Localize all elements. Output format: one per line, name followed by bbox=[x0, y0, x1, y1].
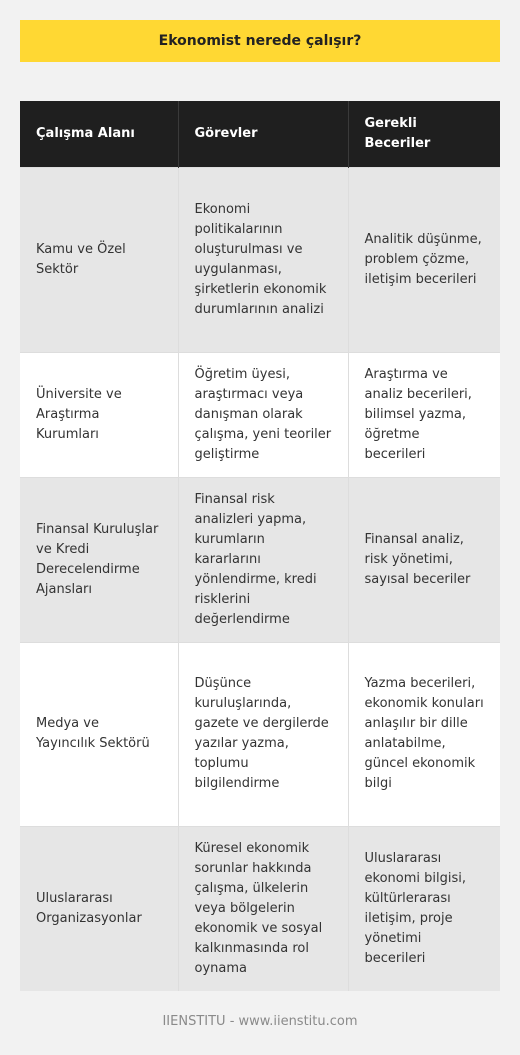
cell-work-area: Finansal Kuruluşlar ve Kredi Derecelendirme Ajansları bbox=[20, 477, 178, 642]
cell-work-area: Kamu ve Özel Sektör bbox=[20, 167, 178, 352]
cell-duties: Finansal risk analizleri yapma, kurumların kararlarını yönlendirme, kredi risklerini değerlendirme bbox=[178, 477, 348, 642]
cell-skills: Araştırma ve analiz becerileri, bilimsel yazma, öğretme becerileri bbox=[348, 352, 500, 477]
footer-credit: IIENSTITU - www.iienstitu.com bbox=[162, 1014, 358, 1029]
header-work-area: Çalışma Alanı bbox=[20, 101, 178, 167]
table-row bbox=[20, 826, 500, 991]
cell-skills: Uluslararası ekonomi bilgisi, kültürlerarası iletişim, proje yönetimi becerileri bbox=[348, 826, 500, 991]
cell-skills: Yazma becerileri, ekonomik konuları anlaşılır bir dille anlatabilme, güncel ekonomik bilgi bbox=[348, 642, 500, 826]
cell-duties: Küresel ekonomik sorunlar hakkında çalışma, ülkelerin veya bölgelerin ekonomik ve sosyal kalkınmasında rol oynama bbox=[178, 826, 348, 991]
table-row bbox=[20, 167, 500, 352]
cell-work-area: Uluslararası Organizasyonlar bbox=[20, 826, 178, 991]
cell-work-area: Medya ve Yayıncılık Sektörü bbox=[20, 642, 178, 826]
career-table bbox=[20, 101, 500, 991]
table-row bbox=[20, 352, 500, 477]
header-duties: Görevler bbox=[178, 101, 348, 167]
table-row bbox=[20, 642, 500, 826]
table-row bbox=[20, 477, 500, 642]
cell-duties: Ekonomi politikalarının oluşturulması ve uygulanması, şirketlerin ekonomik durumlarının analizi bbox=[178, 167, 348, 352]
header-skills: Gerekli Beceriler bbox=[348, 101, 500, 167]
cell-work-area: Üniversite ve Araştırma Kurumları bbox=[20, 352, 178, 477]
cell-duties: Düşünce kuruluşlarında, gazete ve dergilerde yazılar yazma, toplumu bilgilendirme bbox=[178, 642, 348, 826]
table-header-row bbox=[20, 101, 500, 167]
cell-duties: Öğretim üyesi, araştırmacı veya danışman olarak çalışma, yeni teoriler geliştirme bbox=[178, 352, 348, 477]
cell-skills: Analitik düşünme, problem çözme, iletişim becerileri bbox=[348, 167, 500, 352]
cell-skills: Finansal analiz, risk yönetimi, sayısal beceriler bbox=[348, 477, 500, 642]
page-title: Ekonomist nerede çalışır? bbox=[20, 20, 500, 62]
